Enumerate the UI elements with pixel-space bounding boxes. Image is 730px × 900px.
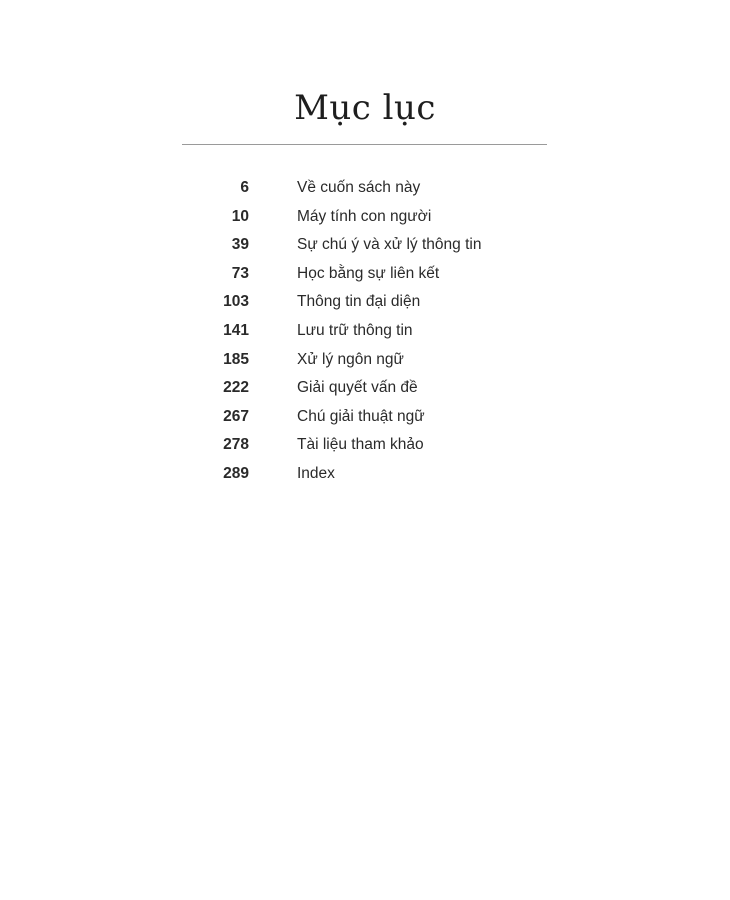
toc-chapter-title: Giải quyết vấn đề	[297, 379, 418, 397]
toc-entry[interactable]	[0, 288, 730, 317]
toc-entry[interactable]	[0, 174, 730, 203]
toc-chapter-title: Sự chú ý và xử lý thông tin	[297, 236, 482, 254]
table-of-contents	[0, 174, 730, 489]
toc-page-number: 185	[223, 350, 249, 368]
toc-entry[interactable]	[0, 403, 730, 432]
toc-page-number: 103	[223, 293, 249, 311]
toc-entry[interactable]	[0, 431, 730, 460]
page-title: Mục lục	[294, 88, 436, 128]
toc-page-number: 6	[240, 179, 249, 196]
toc-page-number: 141	[223, 321, 249, 339]
toc-chapter-title: Index	[297, 464, 335, 482]
toc-chapter-title: Lưu trữ thông tin	[297, 321, 413, 339]
toc-chapter-title: Thông tin đại diện	[297, 293, 421, 311]
toc-entry[interactable]	[0, 460, 730, 489]
toc-entry[interactable]	[0, 374, 730, 403]
toc-chapter-title: Chú giải thuật ngữ	[297, 407, 425, 425]
toc-entry[interactable]	[0, 317, 730, 346]
toc-page-number: 278	[223, 436, 249, 454]
toc-page-number: 267	[223, 407, 249, 425]
toc-entry[interactable]	[0, 231, 730, 260]
toc-chapter-title: Học bằng sự liên kết	[297, 264, 440, 282]
toc-page-number: 222	[223, 379, 249, 397]
toc-page-number: 289	[223, 464, 249, 482]
toc-page-number: 73	[231, 264, 249, 282]
toc-chapter-title: Xử lý ngôn ngữ	[297, 350, 404, 368]
toc-page-number: 10	[231, 207, 249, 225]
toc-entry[interactable]	[0, 260, 730, 289]
toc-entry[interactable]	[0, 346, 730, 375]
toc-chapter-title: Máy tính con người	[297, 207, 432, 225]
toc-page-number: 39	[231, 236, 249, 254]
toc-chapter-title: Về cuốn sách này	[297, 179, 421, 196]
title-divider	[182, 144, 547, 145]
toc-chapter-title: Tài liệu tham khảo	[297, 436, 424, 454]
toc-entry[interactable]	[0, 203, 730, 232]
